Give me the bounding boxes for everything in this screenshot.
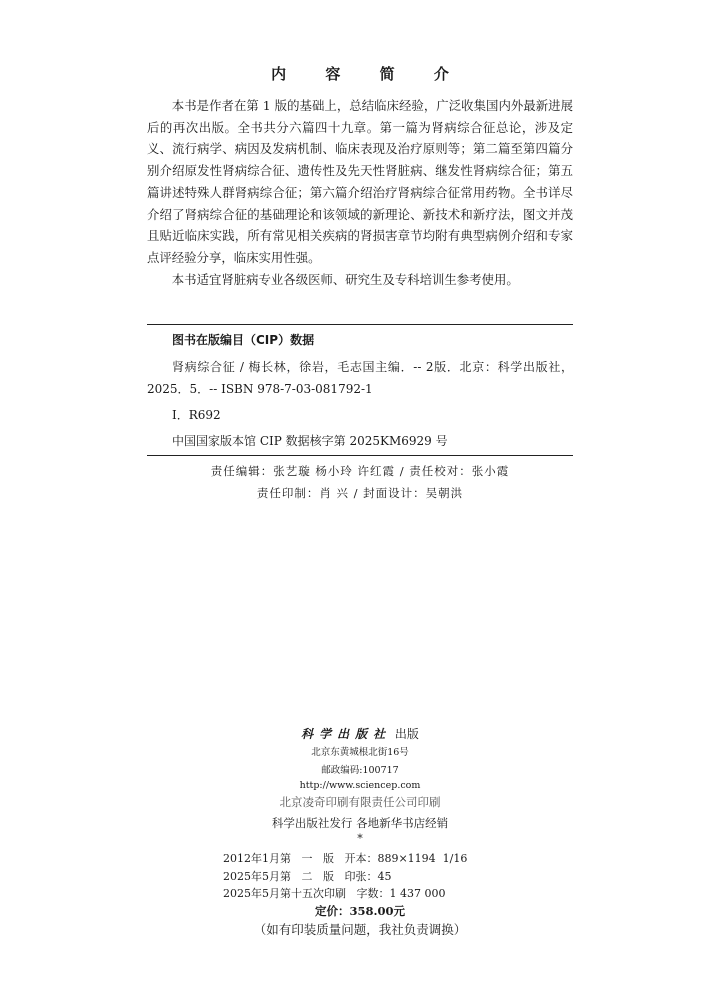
- publisher-logo-text: 科学出版社: [301, 727, 392, 741]
- editors-line-1: 责任编辑：张艺璇 杨小玲 许红霞 / 责任校对：张小霞: [210, 464, 510, 478]
- printer-line: 北京凌奇印刷有限责任公司印刷: [279, 795, 441, 809]
- cip-classification: Ⅰ．R692: [172, 408, 221, 422]
- cip-record-number: 中国国家版本馆 CIP 数据核字第 2025KM6929 号: [172, 434, 448, 448]
- summary-paragraph-1: 本书是作者在第 1 版的基础上，总结临床经验，广泛收集国内外最新进展后的再次出版。全书共分六篇四十九章。第一篇为肾病综合征总论，涉及定义、流行病学、病因及发病机制、临床表现及治疗原则等；第二篇至第四篇分别介绍原发性肾病综合征、遗传性及先天性肾脏病、继发性肾病综合征；第五篇讲述特殊人群肾病综合征；第六篇介绍治疗肾病综合征常用药物。全书详尽介绍了肾病综合征的基础理论和该领域的新理论、新技术和新疗法，图文并茂且贴近临床实践，所有常见相关疾病的肾损害章节均附有典型病例介绍和专家点评经验分享，临床实用性强。: [147, 98, 573, 265]
- separator-star: *: [357, 832, 363, 845]
- publisher-suffix: 出版: [394, 727, 419, 741]
- cip-top-rule: [147, 324, 573, 325]
- publisher-website: http://www.sciencep.com: [299, 780, 421, 791]
- publisher-name: [0, 725, 720, 742]
- cip-title: 图书在版编目（CIP）数据: [172, 333, 315, 347]
- edition-line-2: 2025年5月第 二 版 印张：45: [223, 869, 392, 883]
- price: 定价：358.00元: [314, 904, 405, 918]
- cip-record: 肾病综合征 / 梅长林，徐岩，毛志国主编．-- 2版．北京：科学出版社，2025．5．-- ISBN 978-7-03-081792-1: [147, 360, 573, 396]
- edition-line-1: 2012年1月第 一 版 开本：889×1194 1/16: [223, 852, 468, 865]
- quality-notice: （如有印装质量问题，我社负责调换）: [253, 922, 467, 937]
- edition-info: [223, 850, 467, 903]
- summary-paragraph-2: 本书适宜肾脏病专业各级医师、研究生及专科培训生参考使用。: [171, 271, 519, 287]
- edition-line-3: 2025年5月第十五次印刷 字数：1 437 000: [223, 887, 446, 900]
- distribution-line: 科学出版社发行 各地新华书店经销: [271, 816, 449, 830]
- publisher-postcode: 邮政编码:100717: [321, 765, 399, 776]
- content-summary: [147, 95, 573, 290]
- page-title: 内 容 简 介: [271, 65, 466, 83]
- editors-line-2: 责任印制：肖 兴 / 封面设计：吴朝洪: [256, 486, 464, 500]
- cip-bottom-rule: [147, 455, 573, 456]
- publisher-address: 北京东黄城根北街16号: [311, 747, 409, 758]
- cip-block: [147, 356, 573, 452]
